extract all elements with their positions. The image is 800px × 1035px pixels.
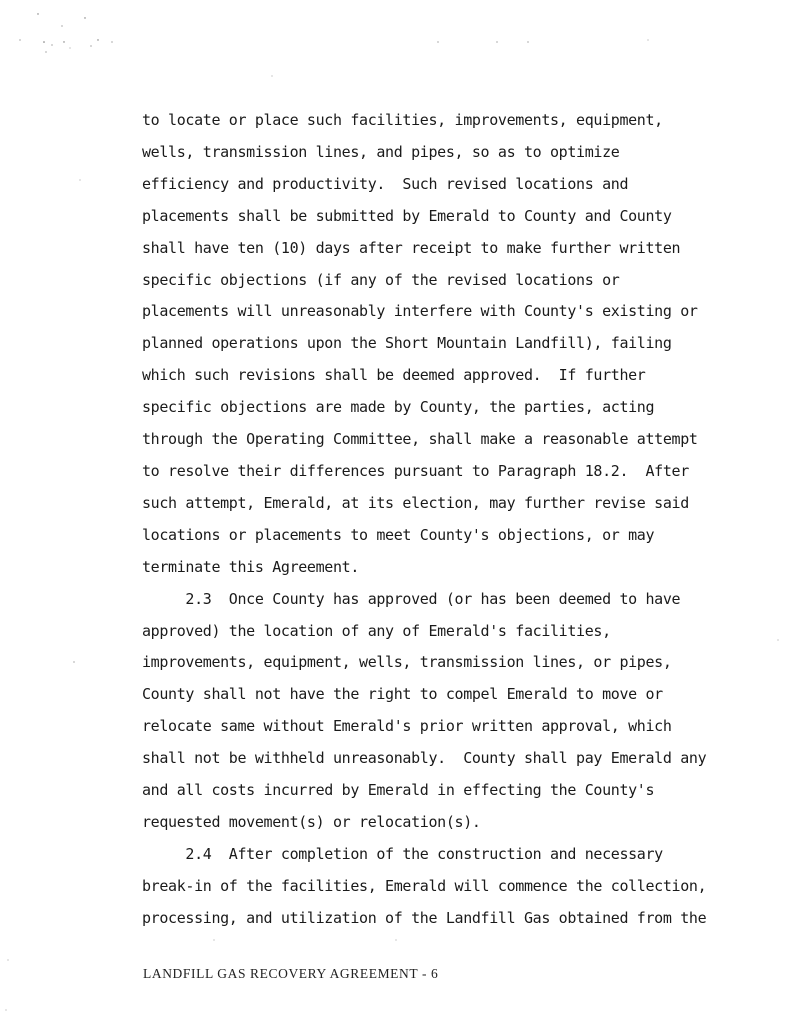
text-line: specific objections (if any of the revised locations or	[142, 270, 620, 289]
text-line: County shall not have the right to compel Emerald to move or	[142, 685, 663, 704]
text-line: shall not be withheld unreasonably. County shall pay Emerald any	[142, 749, 707, 768]
text-line: relocate same without Emerald's prior written approval, which	[142, 717, 672, 736]
text-line: placements will unreasonably interfere with County's existing or	[142, 302, 698, 321]
text-line: processing, and utilization of the Landfill Gas obtained from the	[142, 908, 707, 927]
text-line: wells, transmission lines, and pipes, so as to optimize	[142, 142, 620, 161]
page-footer: LANDFILL GAS RECOVERY AGREEMENT - 6	[143, 966, 439, 981]
text-line: efficiency and productivity. Such revised locations and	[142, 174, 629, 193]
text-line: placements shall be submitted by Emerald to County and County	[142, 206, 672, 225]
text-line: and all costs incurred by Emerald in effecting the County's	[142, 781, 655, 800]
text-line: requested movement(s) or relocation(s).	[142, 812, 481, 831]
paragraph-2-4-start: 2.4 After completion of the construction and necessary	[142, 844, 663, 863]
text-line: through the Operating Committee, shall make a reasonable attempt	[142, 430, 698, 449]
text-line: to locate or place such facilities, improvements, equipment,	[142, 111, 663, 129]
paragraph-2-3-start: 2.3 Once County has approved (or has been deemed to have	[142, 589, 681, 608]
body-text	[142, 105, 800, 935]
text-line: to resolve their differences pursuant to Paragraph 18.2. After	[142, 461, 689, 480]
text-line: locations or placements to meet County's objections, or may	[142, 525, 655, 544]
text-line: such attempt, Emerald, at its election, may further revise said	[142, 493, 689, 512]
text-line: shall have ten (10) days after receipt to make further written	[142, 238, 681, 257]
text-line: terminate this Agreement.	[142, 557, 360, 576]
text-line: which such revisions shall be deemed approved. If further	[142, 366, 646, 385]
text-line: specific objections are made by County, the parties, acting	[142, 398, 655, 417]
text-line: improvements, equipment, wells, transmission lines, or pipes,	[142, 653, 672, 672]
text-line: approved) the location of any of Emerald's facilities,	[142, 621, 611, 640]
text-line: planned operations upon the Short Mountain Landfill), failing	[142, 334, 672, 353]
text-line: break-in of the facilities, Emerald will commence the collection,	[142, 876, 707, 895]
